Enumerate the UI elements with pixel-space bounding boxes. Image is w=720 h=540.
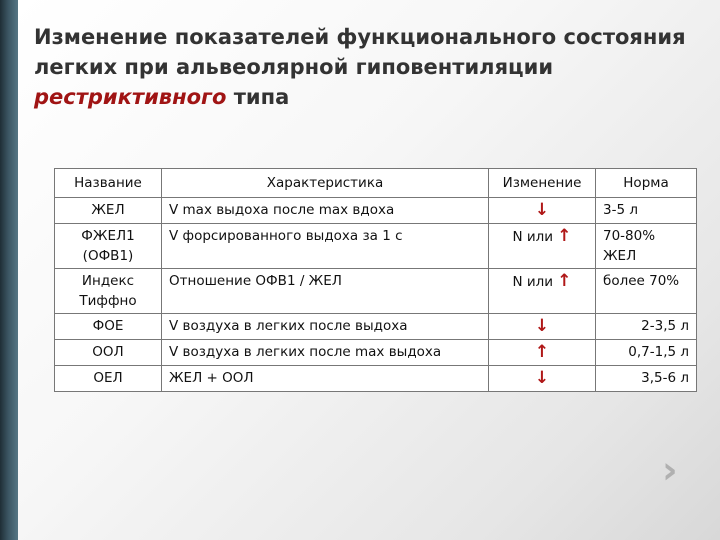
cell-name: ФЖЕЛ1 (ОФВ1): [55, 224, 162, 269]
cell-characteristic: V форсированного выдоха за 1 с: [162, 224, 489, 269]
cell-change: [489, 340, 596, 366]
cell-norm: 70-80% ЖЕЛ: [596, 224, 697, 269]
table-row: [55, 314, 697, 340]
cell-characteristic: V воздуха в легких после max выдоха: [162, 340, 489, 366]
header-norm: Норма: [596, 169, 697, 198]
header-characteristic: Характеристика: [162, 169, 489, 198]
table-row: [55, 366, 697, 392]
arrow-down-icon: ↓: [534, 316, 550, 336]
cell-characteristic: ЖЕЛ + ООЛ: [162, 366, 489, 392]
title-end: типа: [226, 85, 290, 109]
table-row: [55, 269, 697, 314]
title-line-2: легких при альвеолярной гиповентиляции: [34, 55, 554, 79]
arrow-down-icon: ↓: [534, 368, 550, 388]
cell-norm: 3,5-6 л: [596, 366, 697, 392]
cell-name: ЖЕЛ: [55, 198, 162, 224]
cell-change: [489, 269, 596, 314]
cell-characteristic: Отношение ОФВ1 / ЖЕЛ: [162, 269, 489, 314]
change-prefix: N или: [512, 229, 558, 245]
table-row: [55, 340, 697, 366]
header-change: Изменение: [489, 169, 596, 198]
table-row: [55, 198, 697, 224]
next-slide-chevron-icon[interactable]: ›: [662, 448, 678, 492]
header-name: Название: [55, 169, 162, 198]
cell-change: [489, 198, 596, 224]
cell-change: [489, 314, 596, 340]
cell-characteristic: V max выдоха после max вдоха: [162, 198, 489, 224]
cell-characteristic: V воздуха в легких после выдоха: [162, 314, 489, 340]
arrow-up-icon: ↑: [557, 271, 572, 291]
cell-norm: 0,7-1,5 л: [596, 340, 697, 366]
table-header-row: [55, 169, 697, 198]
arrow-up-icon: ↑: [534, 342, 550, 362]
title-line-1: Изменение показателей функционального состояния: [34, 25, 686, 49]
cell-norm: 2-3,5 л: [596, 314, 697, 340]
slide-title: [34, 22, 714, 112]
cell-name: ФОЕ: [55, 314, 162, 340]
title-line-3: [34, 82, 714, 112]
title-accent-word: рестриктивного: [34, 85, 227, 109]
cell-change: [489, 366, 596, 392]
arrow-down-icon: ↓: [534, 200, 550, 220]
left-decor-bar: [0, 0, 18, 540]
cell-change: [489, 224, 596, 269]
spirometry-table: [54, 168, 697, 392]
arrow-up-icon: ↑: [557, 226, 572, 246]
cell-name: Индекс Тиффно: [55, 269, 162, 314]
cell-name: ООЛ: [55, 340, 162, 366]
cell-norm: 3-5 л: [596, 198, 697, 224]
cell-norm: более 70%: [596, 269, 697, 314]
change-prefix: N или: [512, 274, 558, 290]
table-row: [55, 224, 697, 269]
cell-name: ОЕЛ: [55, 366, 162, 392]
